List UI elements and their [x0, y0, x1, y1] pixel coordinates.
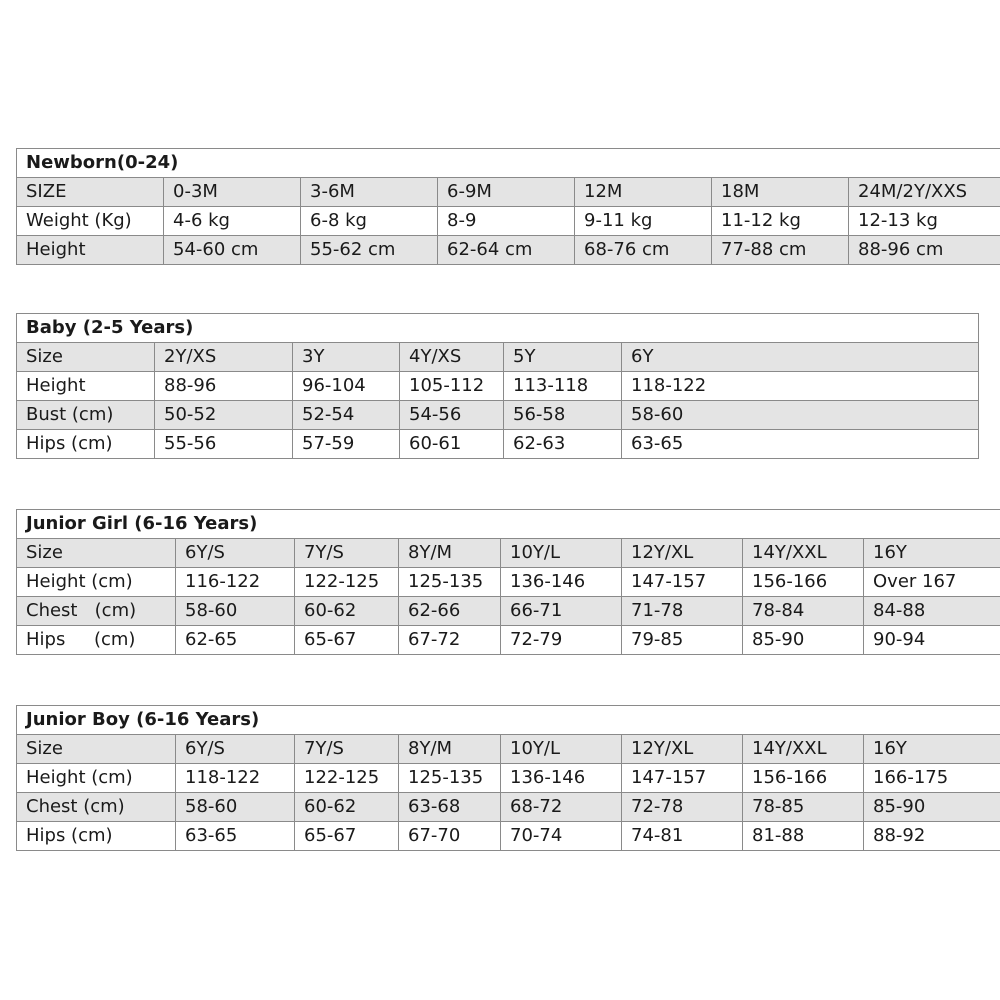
junior-girl-size-table-block — [16, 509, 1000, 655]
table-cell: 77-88 cm — [712, 236, 849, 265]
table-cell: 72-79 — [501, 626, 622, 655]
table-cell: 24M/2Y/XXS — [849, 178, 1000, 207]
table-row — [17, 236, 1000, 265]
table-cell: 90-94 — [864, 626, 1000, 655]
row-label: Hips (cm) — [17, 822, 176, 851]
table-cell: 11-12 kg — [712, 207, 849, 236]
table-cell: 14Y/XXL — [743, 735, 864, 764]
junior-boy-size-table-block — [16, 705, 1000, 851]
junior-boy-size-table — [16, 705, 1000, 851]
table-cell: 122-125 — [295, 568, 399, 597]
table-cell: 5Y — [504, 343, 622, 372]
table-cell: 12M — [575, 178, 712, 207]
table-cell: 6Y — [622, 343, 979, 372]
table-cell: 7Y/S — [295, 539, 399, 568]
table-cell: 125-135 — [399, 568, 501, 597]
table-cell: 3Y — [293, 343, 400, 372]
table-row — [17, 401, 979, 430]
table-cell: 96-104 — [293, 372, 400, 401]
table-row — [17, 735, 1000, 764]
table-row — [17, 207, 1000, 236]
row-label: SIZE — [17, 178, 164, 207]
table-cell: 62-66 — [399, 597, 501, 626]
table-row — [17, 568, 1000, 597]
table-cell: 71-78 — [622, 597, 743, 626]
table-row — [17, 343, 979, 372]
row-label: Hips (cm) — [17, 626, 176, 655]
table-cell: 70-74 — [501, 822, 622, 851]
table-row — [17, 626, 1000, 655]
row-label: Height — [17, 372, 155, 401]
row-label: Size — [17, 343, 155, 372]
table-cell: 12Y/XL — [622, 735, 743, 764]
table-cell: 14Y/XXL — [743, 539, 864, 568]
table-cell: 67-72 — [399, 626, 501, 655]
table-cell: 55-56 — [155, 430, 293, 459]
table-cell: 63-68 — [399, 793, 501, 822]
row-label: Size — [17, 539, 176, 568]
table-cell: 12-13 kg — [849, 207, 1000, 236]
table-cell: 88-96 cm — [849, 236, 1000, 265]
newborn-size-table — [16, 148, 1000, 265]
row-label: Chest (cm) — [17, 597, 176, 626]
table-cell: 113-118 — [504, 372, 622, 401]
table-cell: 66-71 — [501, 597, 622, 626]
row-label: Height — [17, 236, 164, 265]
table-cell: 0-3M — [164, 178, 301, 207]
table-cell: 118-122 — [176, 764, 295, 793]
table-cell: 16Y — [864, 539, 1000, 568]
table-cell: 18M — [712, 178, 849, 207]
table-cell: 10Y/L — [501, 735, 622, 764]
row-label: Size — [17, 735, 176, 764]
table-cell: 6Y/S — [176, 735, 295, 764]
table-cell: 6-8 kg — [301, 207, 438, 236]
row-label: Height (cm) — [17, 764, 176, 793]
table-cell: 50-52 — [155, 401, 293, 430]
table-cell: 52-54 — [293, 401, 400, 430]
table-cell: 62-63 — [504, 430, 622, 459]
table-cell: 147-157 — [622, 568, 743, 597]
table-cell: 74-81 — [622, 822, 743, 851]
table-cell: 3-6M — [301, 178, 438, 207]
table-cell: 166-175 — [864, 764, 1000, 793]
table-cell: 9-11 kg — [575, 207, 712, 236]
row-label: Bust (cm) — [17, 401, 155, 430]
table-cell: 10Y/L — [501, 539, 622, 568]
table-cell: 63-65 — [176, 822, 295, 851]
table-row — [17, 430, 979, 459]
table-cell: 88-92 — [864, 822, 1000, 851]
table-cell: 78-85 — [743, 793, 864, 822]
table-cell: 54-60 cm — [164, 236, 301, 265]
table-cell: 56-58 — [504, 401, 622, 430]
table-cell: 78-84 — [743, 597, 864, 626]
table-cell: 58-60 — [622, 401, 979, 430]
table-cell: 16Y — [864, 735, 1000, 764]
table-cell: 85-90 — [864, 793, 1000, 822]
table-cell: 8Y/M — [399, 539, 501, 568]
table-cell: 156-166 — [743, 764, 864, 793]
table-cell: 116-122 — [176, 568, 295, 597]
table-row — [17, 597, 1000, 626]
junior-girl-size-table — [16, 509, 1000, 655]
table-cell: 125-135 — [399, 764, 501, 793]
newborn-size-table-block — [16, 148, 1000, 265]
row-label: Weight (Kg) — [17, 207, 164, 236]
table-cell: 79-85 — [622, 626, 743, 655]
table-cell: 54-56 — [400, 401, 504, 430]
table-cell: 67-70 — [399, 822, 501, 851]
table-title: Junior Boy (6-16 Years) — [17, 706, 1000, 735]
table-cell: 63-65 — [622, 430, 979, 459]
table-row — [17, 539, 1000, 568]
table-cell: 68-76 cm — [575, 236, 712, 265]
row-label: Hips (cm) — [17, 430, 155, 459]
table-cell: 58-60 — [176, 793, 295, 822]
table-cell: 62-65 — [176, 626, 295, 655]
table-cell: 57-59 — [293, 430, 400, 459]
table-cell: 12Y/XL — [622, 539, 743, 568]
table-cell: 60-62 — [295, 793, 399, 822]
table-cell: 105-112 — [400, 372, 504, 401]
table-cell: 72-78 — [622, 793, 743, 822]
row-label: Chest (cm) — [17, 793, 176, 822]
table-cell: 65-67 — [295, 626, 399, 655]
table-cell: 65-67 — [295, 822, 399, 851]
table-cell: 60-61 — [400, 430, 504, 459]
table-cell: 7Y/S — [295, 735, 399, 764]
table-cell: 2Y/XS — [155, 343, 293, 372]
row-label: Height (cm) — [17, 568, 176, 597]
table-cell: 118-122 — [622, 372, 979, 401]
table-cell: 6Y/S — [176, 539, 295, 568]
table-cell: 55-62 cm — [301, 236, 438, 265]
table-cell: 8-9 — [438, 207, 575, 236]
table-cell: 122-125 — [295, 764, 399, 793]
table-cell: 68-72 — [501, 793, 622, 822]
table-cell: Over 167 — [864, 568, 1000, 597]
table-cell: 88-96 — [155, 372, 293, 401]
table-row — [17, 822, 1000, 851]
table-cell: 85-90 — [743, 626, 864, 655]
table-title: Junior Girl (6-16 Years) — [17, 510, 1000, 539]
baby-size-table-block — [16, 313, 978, 459]
table-title: Newborn(0-24) — [17, 149, 1000, 178]
table-row — [17, 793, 1000, 822]
table-cell: 62-64 cm — [438, 236, 575, 265]
table-cell: 8Y/M — [399, 735, 501, 764]
table-cell: 4-6 kg — [164, 207, 301, 236]
table-cell: 4Y/XS — [400, 343, 504, 372]
table-cell: 147-157 — [622, 764, 743, 793]
baby-size-table — [16, 313, 979, 459]
table-title: Baby (2-5 Years) — [17, 314, 979, 343]
table-cell: 136-146 — [501, 568, 622, 597]
table-cell: 136-146 — [501, 764, 622, 793]
table-cell: 81-88 — [743, 822, 864, 851]
table-row — [17, 764, 1000, 793]
table-cell: 84-88 — [864, 597, 1000, 626]
table-cell: 60-62 — [295, 597, 399, 626]
table-row — [17, 178, 1000, 207]
table-row — [17, 372, 979, 401]
table-cell: 58-60 — [176, 597, 295, 626]
table-cell: 156-166 — [743, 568, 864, 597]
table-cell: 6-9M — [438, 178, 575, 207]
